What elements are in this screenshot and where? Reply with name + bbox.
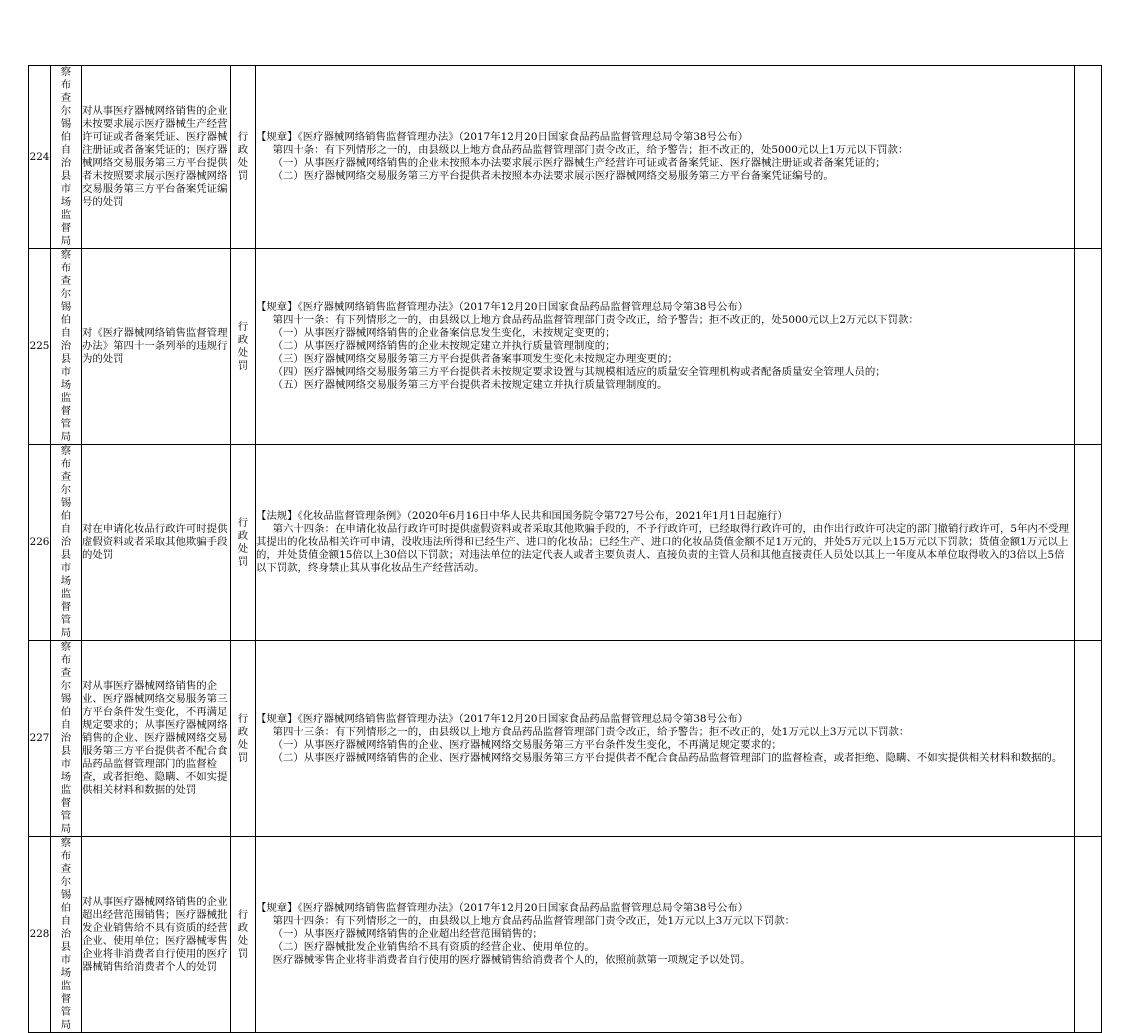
penalty-type-char: 行 (237, 712, 249, 725)
department-char: 尔 (60, 876, 72, 888)
department-char: 管 (60, 1006, 72, 1018)
department-char: 县 (60, 549, 72, 561)
penalty-type (231, 837, 256, 1033)
department-char: 场 (60, 196, 72, 208)
department-char: 伯 (60, 131, 72, 143)
department-char: 监 (60, 980, 72, 992)
department-char: 局 (60, 235, 72, 247)
legal-basis-line: 第四十四条：有下列情形之一的，由县级以上地方食品药品监督管理部门责令改正，处1万元以上3万元以下罚款： (272, 915, 795, 927)
legal-basis (256, 249, 1075, 445)
department-char: 场 (60, 379, 72, 391)
department-char: 查 (60, 275, 72, 287)
table-row (29, 445, 1102, 641)
legal-basis (256, 641, 1075, 837)
legal-basis-line: （一）从事医疗器械网络销售的企业、医疗器械网络交易服务第三方平台条件发生变化，不再满足规定要求的； (272, 738, 782, 751)
penalty-type-char: 罚 (237, 359, 249, 372)
department-char: 督 (60, 993, 72, 1005)
remarks-cell (1075, 641, 1102, 837)
penalty-type-char: 处 (237, 157, 249, 169)
penalty-type-char: 处 (237, 542, 249, 555)
department-char: 市 (60, 183, 72, 195)
department-char: 局 (60, 823, 72, 835)
legal-basis (256, 445, 1075, 641)
department-char: 市 (60, 954, 72, 966)
penalty-type-char: 政 (237, 333, 249, 346)
department-char: 锡 (60, 693, 72, 705)
legal-basis-line: 第四十条：有下列情形之一的，由县级以上地方食品药品监督管理部门责令改正，给予警告；拒不改正的，处5000元以上1万元以下罚款： (272, 144, 909, 156)
penalty-type (231, 66, 256, 249)
department-cell (51, 66, 82, 249)
department-char: 治 (60, 536, 72, 548)
department-char: 伯 (60, 510, 72, 522)
legal-basis-line: （二）医疗器械批发企业销售给不具有资质的经营企业、使用单位的。 (272, 941, 595, 953)
department-char: 管 (60, 614, 72, 626)
legal-basis-line: 第六十四条：在申请化妆品行政许可时提供虚假资料或者采取其他欺骗手段的，不予行政许可，已经取得行政许可的，由作出行政许可决定的部门撤销行政许可，5年内不受理其提出的化妆品相关许可申请，没收违法所得和已经生产、进口的化妆品；已经生产、进口的化妆品货值金额不足1万元的，并处5万元以上15万元以下罚款；货值金额1万元以上的，并处货值金额15倍以上30倍以下罚款；对违法单位的法定代表人或者主要负责人、直接负责的主管人员和其他直接责任人员处以其上一年度从本单位取得收入的3倍以上5倍以下罚款，终身禁止其从事化妆品生产经营活动。 (256, 523, 1069, 574)
penalty-type-char: 罚 (237, 751, 249, 764)
department-char: 尔 (60, 484, 72, 496)
legal-basis-line: （二）医疗器械网络交易服务第三方平台提供者未按照本办法要求展示医疗器械网络交易服务第三方平台备案凭证编号的。 (272, 170, 834, 182)
item-name: 对《医疗器械网络销售监督管理办法》第四十一条列举的违规行为的处罚 (82, 249, 231, 445)
department-char: 布 (60, 79, 72, 91)
legal-basis (256, 837, 1075, 1033)
department-char: 尔 (60, 680, 72, 692)
department-char: 督 (60, 222, 72, 234)
legal-basis-line: 第四十三条：有下列情形之一的，由县级以上地方食品药品监督管理部门责令改正，给予警告；拒不改正的，处1万元以上3万元以下罚款： (272, 725, 910, 738)
department-char: 治 (60, 157, 72, 169)
department-char: 自 (60, 915, 72, 927)
department-char: 治 (60, 732, 72, 744)
department-cell (51, 837, 82, 1033)
department-char: 局 (60, 627, 72, 639)
remarks-cell (1075, 445, 1102, 641)
department-char: 察 (60, 445, 72, 457)
department-char: 市 (60, 562, 72, 574)
department-cell (51, 249, 82, 445)
table-row (29, 249, 1102, 445)
penalty-type-char: 处 (237, 934, 249, 947)
department-char: 察 (60, 66, 72, 78)
department-char: 锡 (60, 497, 72, 509)
department-char: 自 (60, 523, 72, 535)
remarks-cell (1075, 837, 1102, 1033)
penalty-type-char: 政 (237, 725, 249, 738)
department-char: 查 (60, 667, 72, 679)
remarks-cell (1075, 66, 1102, 249)
penalty-type-char: 政 (237, 529, 249, 542)
table-row (29, 66, 1102, 249)
legal-basis-line: （三）医疗器械网络交易服务第三方平台提供者备案事项发生变化未按规定办理变更的； (272, 353, 678, 365)
department-char: 督 (60, 797, 72, 809)
department-char: 伯 (60, 314, 72, 326)
department-char: 县 (60, 170, 72, 182)
department-char: 场 (60, 771, 72, 783)
table-row (29, 837, 1102, 1033)
department-char: 尔 (60, 105, 72, 117)
department-char: 察 (60, 249, 72, 261)
department-cell (51, 641, 82, 837)
department-char: 治 (60, 928, 72, 940)
penalty-type-char: 罚 (237, 555, 249, 568)
legal-basis-line: 【规章】《医疗器械网络销售监督管理办法》（2017年12月20日国家食品药品监督管理总局令第38号公布） (256, 902, 749, 914)
department-char: 管 (60, 418, 72, 430)
penalty-type (231, 249, 256, 445)
legal-basis-line: （二）从事医疗器械网络销售的企业未按规定建立并执行质量管理制度的； (272, 340, 616, 352)
department-char: 伯 (60, 706, 72, 718)
department-char: 锡 (60, 889, 72, 901)
item-name: 对在申请化妆品行政许可时提供虚假资料或者采取其他欺骗手段的处罚 (82, 445, 231, 641)
legal-basis-line: 【规章】《医疗器械网络销售监督管理办法》（2017年12月20日国家食品药品监督管理总局令第38号公布） (256, 301, 749, 313)
penalty-type-char: 行 (237, 320, 249, 333)
department-char: 场 (60, 575, 72, 587)
department-char: 查 (60, 471, 72, 483)
penalty-type-char: 政 (237, 921, 249, 934)
department-char: 局 (60, 1019, 72, 1031)
row-number: 228 (29, 837, 51, 1033)
department-char: 场 (60, 967, 72, 979)
legal-basis-line: （一）从事医疗器械网络销售的企业超出经营范围销售的； (272, 928, 543, 940)
department-char: 治 (60, 340, 72, 352)
department-char: 监 (60, 209, 72, 221)
table-row (29, 641, 1102, 837)
item-name: 对从事医疗器械网络销售的企业超出经营范围销售；医疗器械批发企业销售给不具有资质的经营企业、使用单位；医疗器械零售企业将非消费者自行使用的医疗器械销售给消费者个人的处罚 (82, 837, 231, 1033)
penalty-type-char: 政 (237, 144, 249, 156)
penalty-type-char: 罚 (237, 170, 249, 182)
penalty-table (28, 65, 1102, 1033)
department-char: 监 (60, 784, 72, 796)
department-char: 督 (60, 601, 72, 613)
item-name: 对从事医疗器械网络销售的企业未按要求展示医疗器械生产经营许可证或者备案凭证、医疗器械注册证或者备案凭证的；医疗器械网络交易服务第三方平台提供者未按照要求展示医疗器械网络交易服务第三方平台备案凭证编号的处罚 (82, 66, 231, 249)
remarks-cell (1075, 249, 1102, 445)
department-char: 布 (60, 654, 72, 666)
legal-basis-line: （一）从事医疗器械网络销售的企业备案信息发生变化，未按规定变更的； (272, 327, 616, 339)
row-number: 226 (29, 445, 51, 641)
department-char: 局 (60, 431, 72, 443)
department-char: 督 (60, 405, 72, 417)
item-name: 对从事医疗器械网络销售的企业、医疗器械网络交易服务第三方平台条件发生变化，不再满足规定要求的；从事医疗器械网络销售的企业、医疗器械网络交易服务第三方平台提供者不配合食品药品监督管理部门的监督检查，或者拒绝、隐瞒、不如实提供相关材料和数据的处罚 (82, 641, 231, 837)
penalty-type-char: 行 (237, 516, 249, 529)
department-char: 自 (60, 719, 72, 731)
legal-basis-line: 【法规】《化妆品监督管理条例》（2020年6月16日中华人民共和国国务院令第727号公布，2021年1月1日起施行） (256, 510, 788, 522)
department-char: 察 (60, 641, 72, 653)
penalty-type-char: 行 (237, 131, 249, 143)
penalty-type (231, 641, 256, 837)
department-char: 自 (60, 327, 72, 339)
department-char: 布 (60, 458, 72, 470)
department-char: 市 (60, 758, 72, 770)
department-char: 锡 (60, 301, 72, 313)
legal-basis-line: （二）从事医疗器械网络销售的企业、医疗器械网络交易服务第三方平台提供者不配合食品药品监督管理部门的监督检查，或者拒绝、隐瞒、不如实提供相关材料和数据的。 (272, 751, 1063, 764)
department-char: 监 (60, 392, 72, 404)
department-char: 布 (60, 262, 72, 274)
penalty-type (231, 445, 256, 641)
department-char: 查 (60, 92, 72, 104)
legal-basis-line: 医疗器械零售企业将非消费者自行使用的医疗器械销售给消费者个人的，依照前款第一项规定予以处罚。 (272, 954, 751, 966)
legal-basis-line: （一）从事医疗器械网络销售的企业未按照本办法要求展示医疗器械生产经营许可证或者备案凭证、医疗器械注册证或者备案凭证的； (272, 157, 886, 169)
row-number: 227 (29, 641, 51, 837)
penalty-type-char: 罚 (237, 947, 249, 960)
legal-basis-line: （五）医疗器械网络交易服务第三方平台提供者未按规定建立并执行质量管理制度的。 (272, 379, 668, 391)
department-char: 尔 (60, 288, 72, 300)
department-char: 管 (60, 810, 72, 822)
penalty-type-char: 处 (237, 738, 249, 751)
legal-basis-line: 【规章】《医疗器械网络销售监督管理办法》（2017年12月20日国家食品药品监督管理总局令第38号公布） (256, 131, 749, 143)
department-char: 查 (60, 863, 72, 875)
row-number: 224 (29, 66, 51, 249)
penalty-type-char: 处 (237, 346, 249, 359)
department-char: 县 (60, 745, 72, 757)
department-char: 伯 (60, 902, 72, 914)
department-cell (51, 445, 82, 641)
legal-basis-line: 第四十一条：有下列情形之一的，由县级以上地方食品药品监督管理部门责令改正，给予警告；拒不改正的，处5000元以上2万元以下罚款： (272, 314, 919, 326)
department-char: 市 (60, 366, 72, 378)
legal-basis-line: （四）医疗器械网络交易服务第三方平台提供者未按规定要求设置与其规模相适应的质量安全管理机构或者配备质量安全管理人员的； (272, 366, 886, 378)
legal-basis-line: 【规章】《医疗器械网络销售监督管理办法》（2017年12月20日国家食品药品监督管理总局令第38号公布） (256, 712, 749, 725)
department-char: 监 (60, 588, 72, 600)
department-char: 察 (60, 837, 72, 849)
department-char: 布 (60, 850, 72, 862)
department-char: 自 (60, 144, 72, 156)
row-number: 225 (29, 249, 51, 445)
legal-basis (256, 66, 1075, 249)
penalty-type-char: 行 (237, 908, 249, 921)
department-char: 锡 (60, 118, 72, 130)
department-char: 县 (60, 941, 72, 953)
department-char: 县 (60, 353, 72, 365)
